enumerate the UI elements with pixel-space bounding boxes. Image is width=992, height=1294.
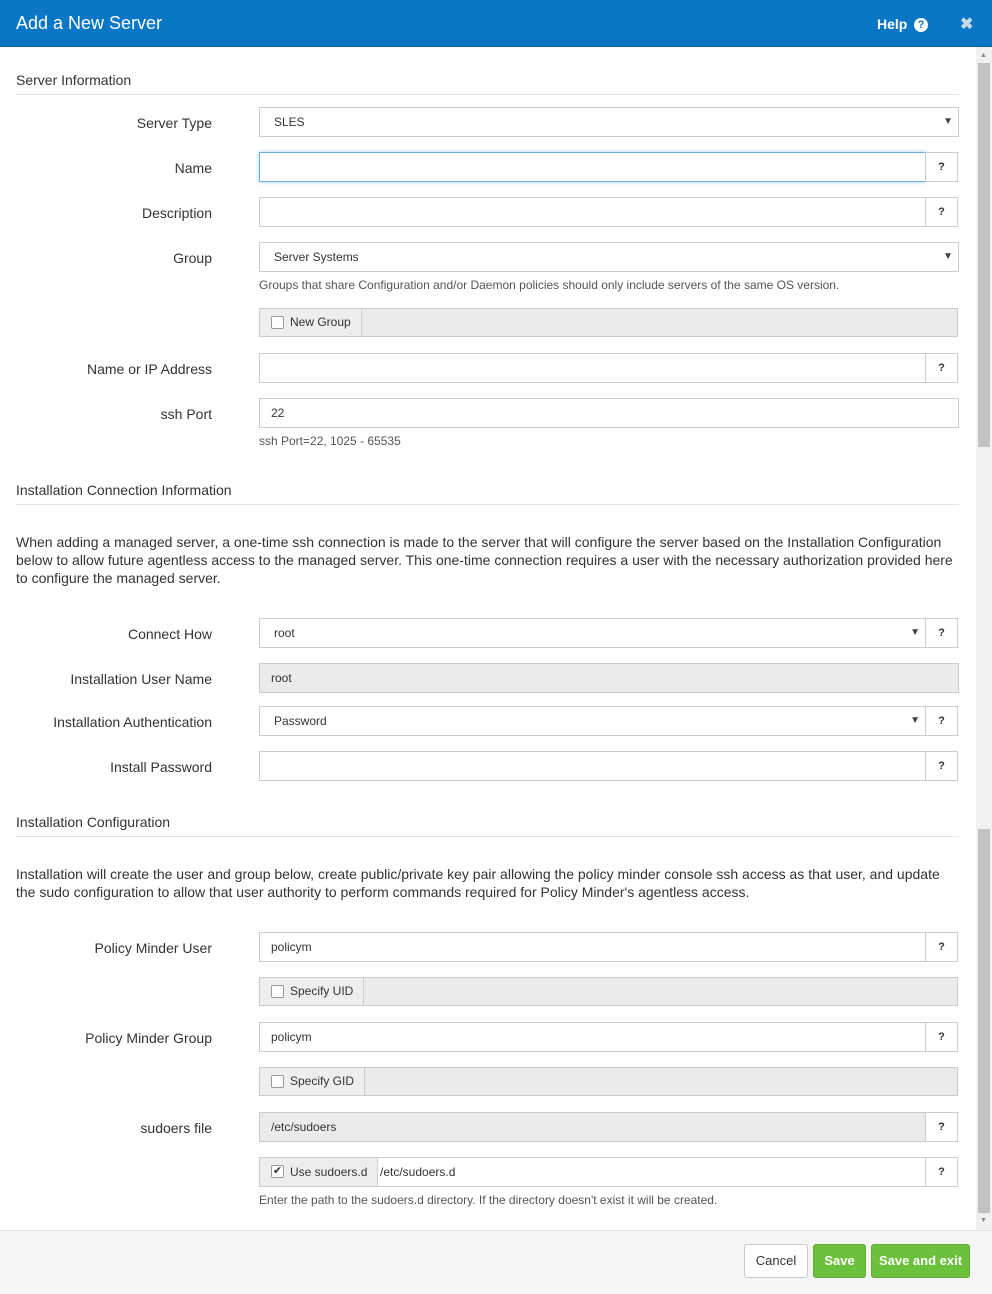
scroll-down-icon[interactable]: ▼ <box>980 1217 987 1224</box>
pm-group-label: Policy Minder Group <box>85 1030 212 1046</box>
chevron-down-icon: ▼ <box>943 116 953 127</box>
specify-gid-input-group <box>259 1067 958 1096</box>
scrollbar-thumb-lower <box>978 829 990 1213</box>
section-installation-configuration: Installation Configuration <box>16 814 959 837</box>
name-input[interactable] <box>259 152 926 182</box>
sudoers-d-input[interactable]: /etc/sudoers.d <box>380 1165 456 1179</box>
dialog-footer <box>0 1230 992 1294</box>
install-auth-select[interactable] <box>259 706 926 736</box>
install-user-input: root <box>259 663 959 693</box>
specify-gid-checkbox[interactable] <box>271 1075 284 1088</box>
specify-uid-checkbox[interactable] <box>271 985 284 998</box>
connect-how-select[interactable] <box>259 618 926 648</box>
pm-group-help-button[interactable]: ? <box>925 1022 958 1052</box>
pm-user-label: Policy Minder User <box>94 940 212 956</box>
description-input[interactable] <box>259 197 926 227</box>
new-group-label: New Group <box>290 315 351 329</box>
specify-uid-input-group <box>259 977 958 1006</box>
configuration-info-paragraph: Installation will create the user and group below, create public/private key pair allowing the policy minder console ssh access as that user, and update the sudo configuration to allow that user authority to perform commands required for Policy Minder's agentless access. <box>16 866 940 900</box>
name-label: Name <box>174 160 212 176</box>
chevron-down-icon: ▼ <box>910 715 920 726</box>
group-value: Server Systems <box>274 250 359 264</box>
connect-how-help-button[interactable]: ? <box>925 618 958 648</box>
new-group-checkbox-label[interactable] <box>260 309 362 336</box>
help-link[interactable]: Help <box>877 16 908 32</box>
name-help-button[interactable]: ? <box>925 152 958 182</box>
help-icon[interactable]: ? <box>914 18 928 32</box>
scroll-up-icon[interactable]: ▲ <box>980 52 987 59</box>
pm-user-input[interactable]: policym <box>259 932 926 962</box>
install-auth-label: Installation Authentication <box>53 714 212 730</box>
use-sudoers-d-checkbox-label[interactable] <box>260 1158 378 1186</box>
address-input[interactable] <box>259 353 926 383</box>
group-hint: Groups that share Configuration and/or Daemon policies should only include servers of the same OS version. <box>259 278 840 292</box>
specify-uid-label: Specify UID <box>290 984 354 998</box>
sudoers-d-hint: Enter the path to the sudoers.d directory. If the directory doesn't exist it will be created. <box>259 1193 718 1207</box>
description-label: Description <box>141 205 212 221</box>
dialog-titlebar <box>0 0 992 47</box>
specify-uid-checkbox-label[interactable] <box>260 978 364 1005</box>
chevron-down-icon: ▼ <box>943 251 953 262</box>
sudoers-help-button[interactable]: ? <box>925 1112 958 1142</box>
install-auth-value: Password <box>274 714 327 728</box>
install-user-label: Installation User Name <box>70 671 212 687</box>
ssh-port-label: ssh Port <box>160 406 212 422</box>
new-group-input-group <box>259 308 958 337</box>
server-type-select[interactable] <box>259 107 959 137</box>
connection-info-paragraph: When adding a managed server, a one-time ssh connection is made to the server that will configure the server based on the Installation Configuration below to allow future agentless access to the managed server. This one-time connection requires a user with the necessary authorization provided here to configure the managed server. <box>16 534 953 586</box>
new-group-checkbox[interactable] <box>271 316 284 329</box>
ssh-port-hint: ssh Port=22, 1025 - 65535 <box>259 434 401 448</box>
pm-user-help-button[interactable]: ? <box>925 932 958 962</box>
dialog-body <box>0 47 975 1230</box>
description-help-button[interactable]: ? <box>925 197 958 227</box>
install-password-input[interactable] <box>259 751 926 781</box>
group-select[interactable] <box>259 242 959 272</box>
save-and-exit-button[interactable]: Save and exit <box>871 1244 970 1278</box>
install-password-label: Install Password <box>110 759 212 775</box>
cancel-button[interactable]: Cancel <box>744 1244 808 1278</box>
group-label: Group <box>173 250 212 266</box>
sudoers-label: sudoers file <box>140 1120 212 1136</box>
address-help-button[interactable]: ? <box>925 353 958 383</box>
ssh-port-input[interactable]: 22 <box>259 398 959 428</box>
use-sudoers-d-label: Use sudoers.d <box>290 1165 368 1179</box>
server-type-value: SLES <box>274 115 305 129</box>
sudoers-d-input-group <box>259 1157 926 1187</box>
close-icon[interactable]: ✖ <box>960 16 974 33</box>
specify-gid-label: Specify GID <box>290 1074 355 1088</box>
specify-gid-checkbox-label[interactable] <box>260 1068 365 1095</box>
install-password-help-button[interactable]: ? <box>925 751 958 781</box>
install-auth-help-button[interactable]: ? <box>925 706 958 736</box>
connect-how-value: root <box>274 626 295 640</box>
section-server-information: Server Information <box>16 72 959 95</box>
use-sudoers-d-checkbox[interactable]: ✔ <box>272 1165 283 1177</box>
address-label: Name or IP Address <box>86 361 212 377</box>
connect-how-label: Connect How <box>127 626 212 642</box>
pm-group-input[interactable]: policym <box>259 1022 926 1052</box>
sudoers-input: /etc/sudoers <box>259 1112 926 1142</box>
save-button[interactable]: Save <box>813 1244 866 1278</box>
dialog-title: Add a New Server <box>16 13 163 33</box>
section-installation-connection: Installation Connection Information <box>16 482 959 505</box>
sudoers-d-help-button[interactable]: ? <box>925 1157 958 1187</box>
chevron-down-icon: ▼ <box>910 627 920 638</box>
scrollbar-thumb[interactable] <box>978 63 990 447</box>
server-type-label: Server Type <box>136 115 212 131</box>
